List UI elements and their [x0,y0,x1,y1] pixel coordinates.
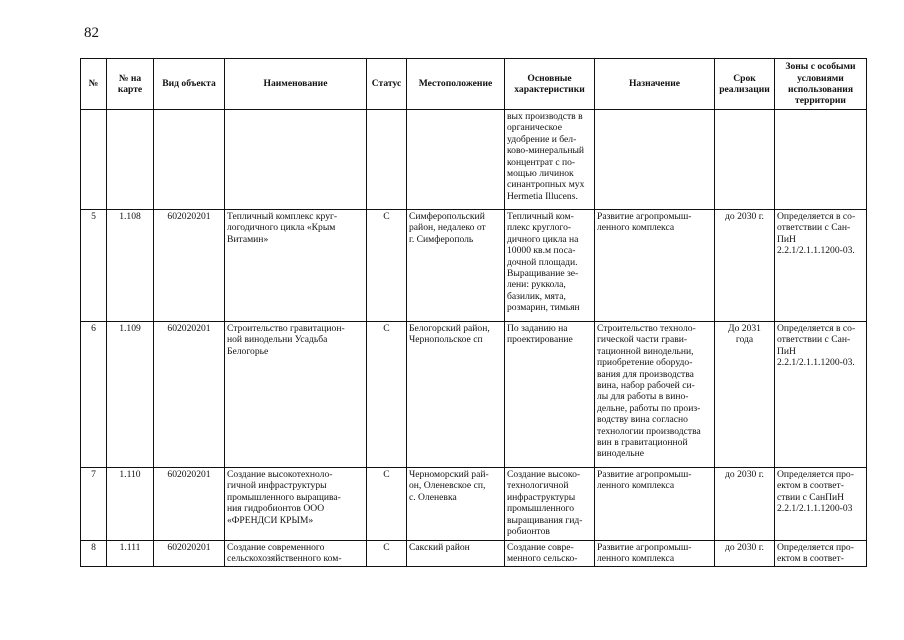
cell-map-num: 1.109 [107,322,154,468]
cell-zones [775,110,867,210]
cell-location: Симферопольский район, недалеко от г. Симферополь [407,210,505,322]
header-num: № [81,59,107,110]
header-zones: Зоны с особыми условиями использования территории [775,59,867,110]
cell-location [407,110,505,210]
header-location: Местоположение [407,59,505,110]
header-characteristics: Основные характеристики [505,59,595,110]
header-name: Наименование [225,59,367,110]
cell-map-num: 1.108 [107,210,154,322]
cell-purpose [595,110,715,210]
cell-name [225,110,367,210]
table-row [81,468,867,541]
cell-map-num [107,110,154,210]
table-row [81,322,867,468]
cell-object-type: 602020201 [154,468,225,541]
cell-map-num: 1.111 [107,541,154,567]
cell-num: 7 [81,468,107,541]
cell-object-type [154,110,225,210]
cell-name: Тепличный комплекс круг- логодичного цикла «Крым Витамин» [225,210,367,322]
header-object-type: Вид объекта [154,59,225,110]
cell-name: Создание современного сельскохозяйственного ком- [225,541,367,567]
cell-deadline [715,110,775,210]
cell-name: Создание высокотехноло- гичной инфраструктуры промышленного выращива- ния гидробионтов ООО «ФРЕНДСИ КРЫМ» [225,468,367,541]
cell-deadline: до 2030 г. [715,541,775,567]
cell-zones: Определяется про- ектом в соответ- ствии с СанПиН 2.2.1/2.1.1.1200-03 [775,468,867,541]
table-row [81,110,867,210]
cell-location: Белогорский район, Чернопольское сп [407,322,505,468]
table-row [81,541,867,567]
cell-deadline: до 2030 г. [715,468,775,541]
cell-num [81,110,107,210]
cell-object-type: 602020201 [154,322,225,468]
cell-characteristics: Тепличный ком- плекс круглого- дичного цикла на 10000 кв.м поса- дочной площади. Выращивание зе- лени: руккола, базилик, мята, розмарин, тимьян [505,210,595,322]
cell-num: 5 [81,210,107,322]
cell-zones: Определяется про- ектом в соответ- [775,541,867,567]
cell-deadline: до 2030 г. [715,210,775,322]
cell-num: 6 [81,322,107,468]
header-purpose: Назначение [595,59,715,110]
cell-deadline: До 2031 года [715,322,775,468]
cell-characteristics: Создание совре- менного сельско- [505,541,595,567]
cell-name: Строительство гравитацион- ной винодельни Усадьба Белогорье [225,322,367,468]
cell-location: Черноморский рай- он, Оленевское сп, с. Оленевка [407,468,505,541]
cell-zones: Определяется в со- ответствии с Сан- ПиН 2.2.1/2.1.1.1200-03. [775,210,867,322]
cell-characteristics: По заданию на проектирование [505,322,595,468]
cell-purpose: Строительство техноло- гической части грави- тационной винодельни, приобретение оборудо- вания для производства вина, набор рабочей си- лы для работы в вино- дельне, работы по произ- водству вина согласно технологии производства вин в гравитационной винодельне [595,322,715,468]
cell-num: 8 [81,541,107,567]
table-row [81,210,867,322]
cell-purpose: Развитие агропромыш- ленного комплекса [595,468,715,541]
cell-characteristics: Создание высоко- технологичной инфраструктуры промышленного выращивания гид- робионтов [505,468,595,541]
cell-status: С [367,468,407,541]
cell-location: Сакский район [407,541,505,567]
page-number: 82 [84,25,99,41]
cell-status [367,110,407,210]
cell-object-type: 602020201 [154,541,225,567]
header-deadline: Срок реализации [715,59,775,110]
header-status: Статус [367,59,407,110]
cell-zones: Определяется в со- ответствии с Сан- ПиН 2.2.1/2.1.1.1200-03. [775,322,867,468]
cell-map-num: 1.110 [107,468,154,541]
cell-characteristics: вых производств в органическое удобрение и бел- ково-минеральный концентрат с по- мощью личинок синантропных мух Hermetia Illucens. [505,110,595,210]
table-header-row [81,59,867,110]
cell-status: С [367,322,407,468]
cell-status: С [367,210,407,322]
cell-object-type: 602020201 [154,210,225,322]
cell-purpose: Развитие агропромыш- ленного комплекса [595,541,715,567]
objects-table [80,58,867,567]
cell-status: С [367,541,407,567]
cell-purpose: Развитие агропромыш- ленного комплекса [595,210,715,322]
header-map-num: № на карте [107,59,154,110]
